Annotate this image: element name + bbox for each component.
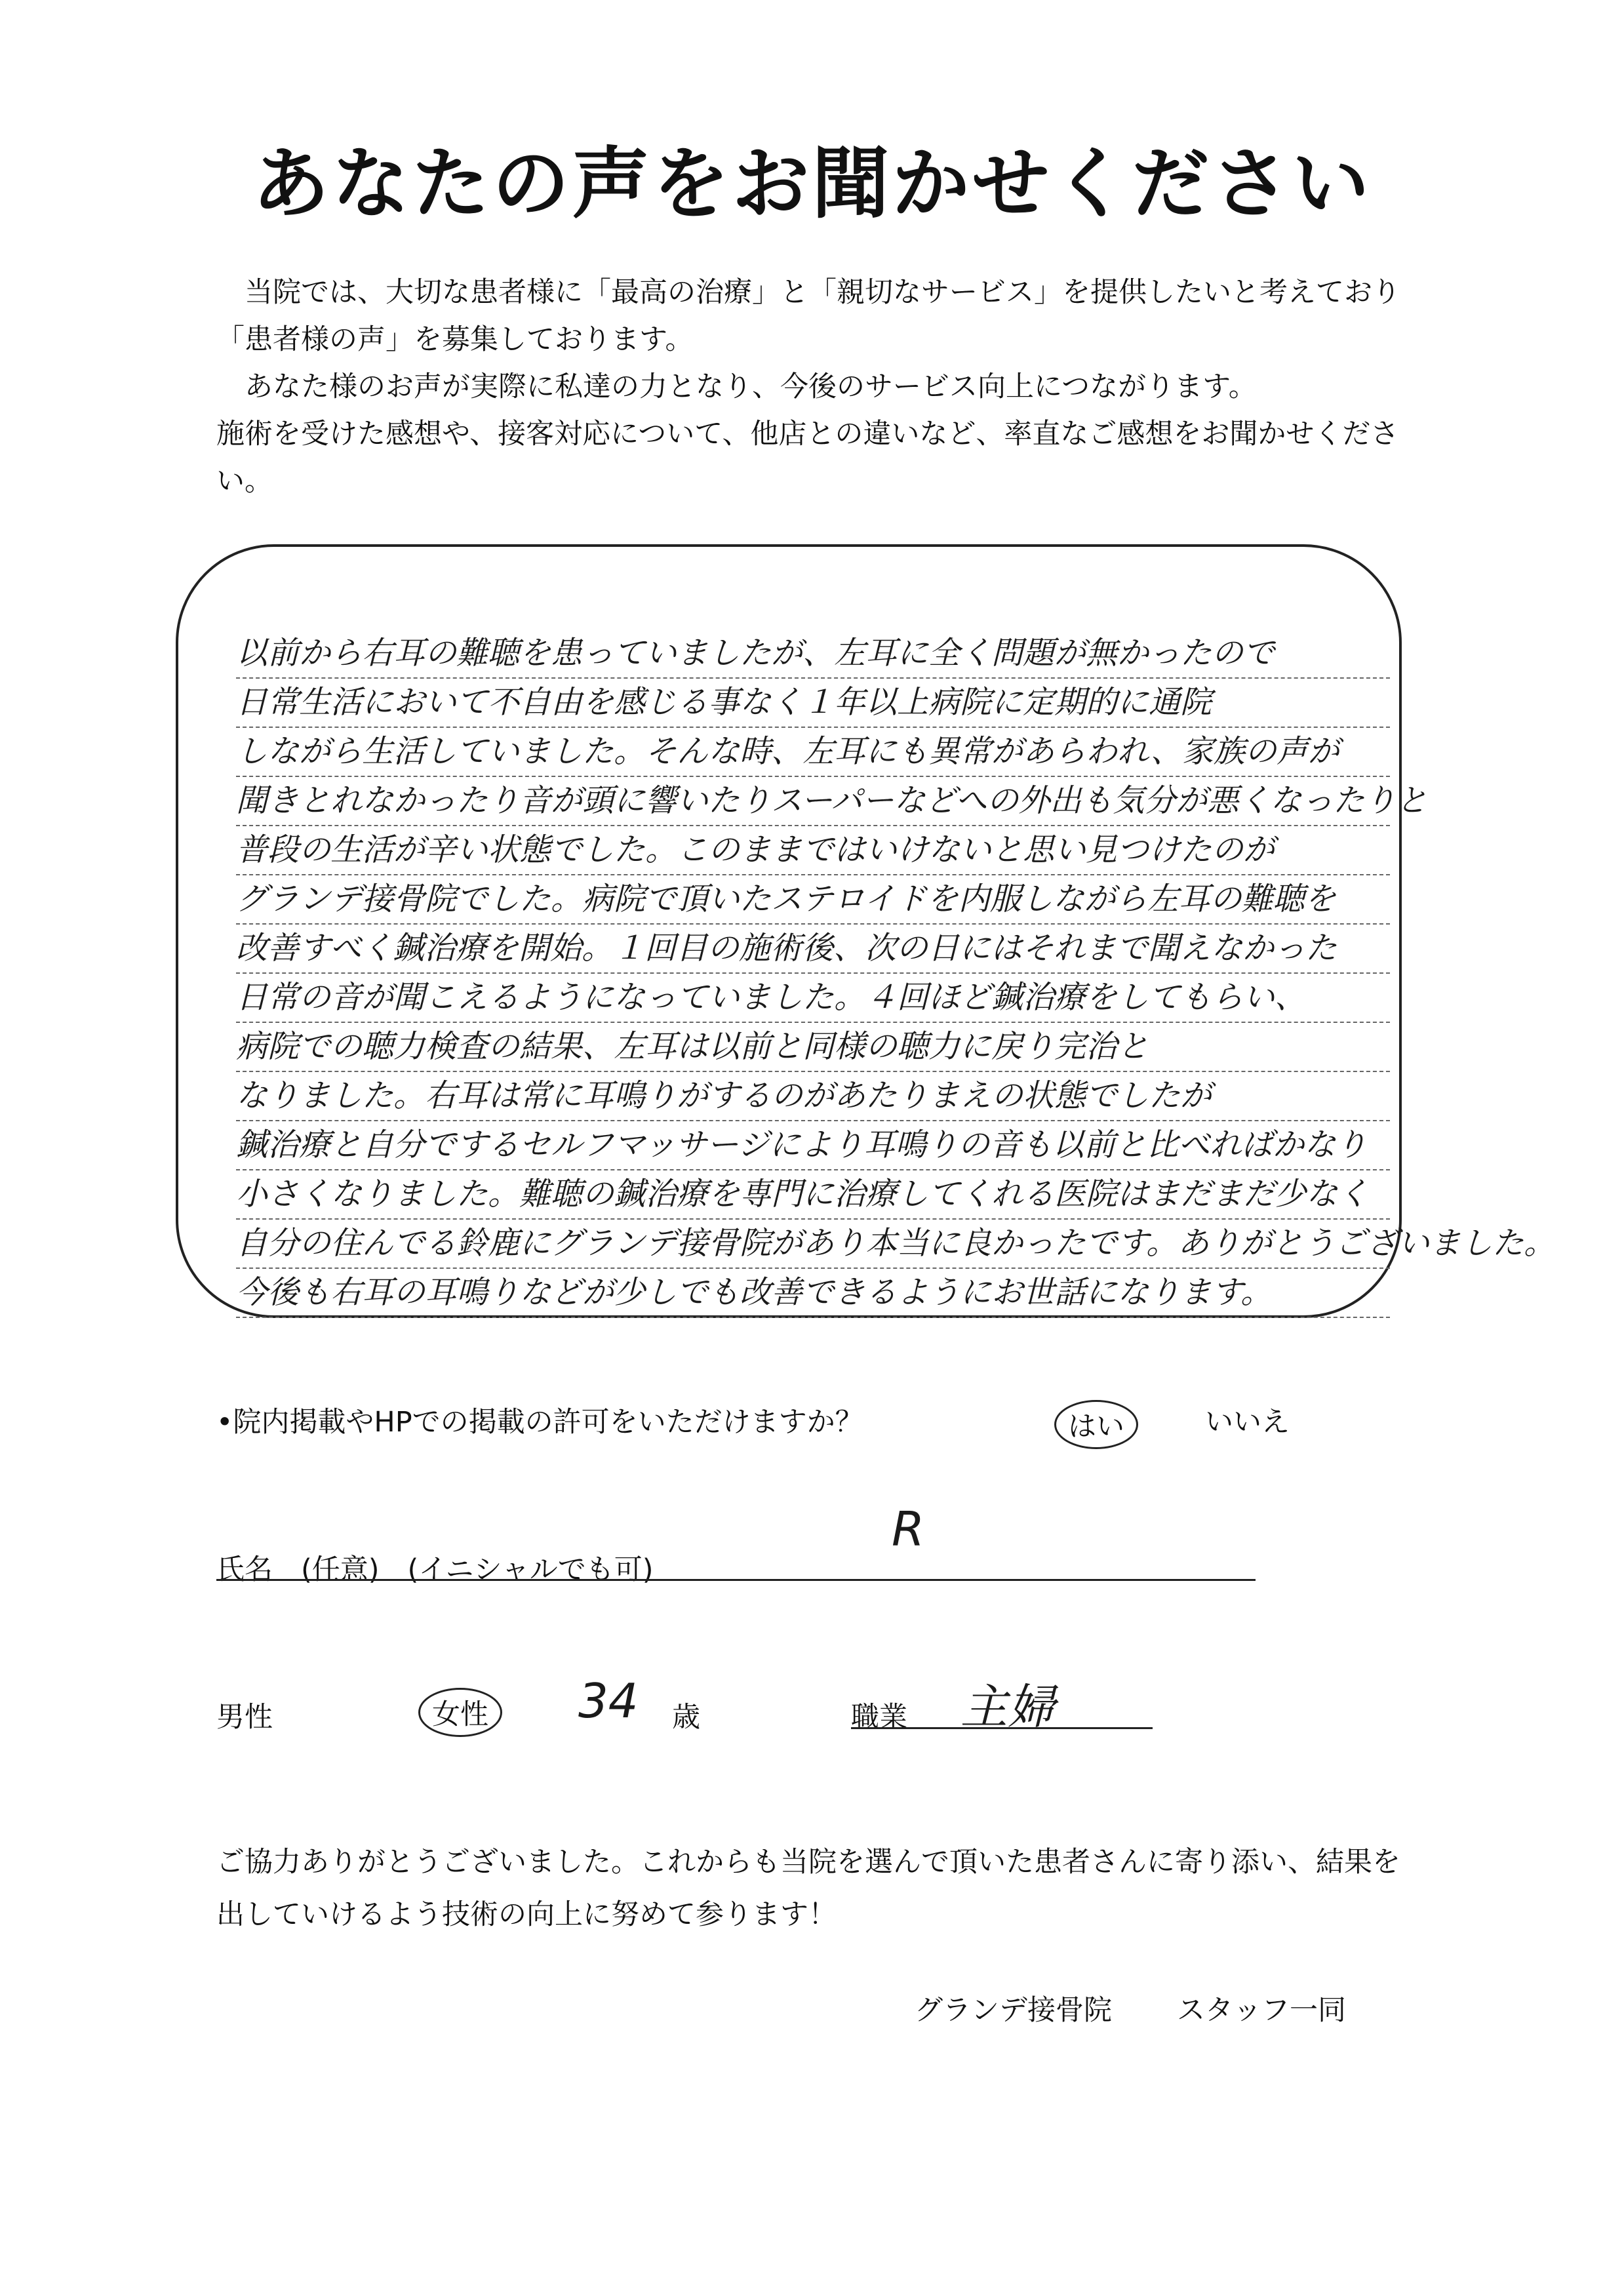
testimonial-line: 今後も右耳の耳鳴りなどが少しでも改善できるようにお世話になります。 (236, 1269, 1390, 1318)
name-value[interactable]: R (892, 1502, 925, 1557)
clinic-name: グランデ接骨院 (915, 1994, 1112, 2027)
name-underline (216, 1579, 1256, 1581)
staff-signature: スタッフ一同 (1177, 1994, 1346, 2027)
testimonial-line: 以前から右耳の難聴を患っていましたが、左耳に全く問題が無かったので (236, 629, 1390, 679)
page-title: あなたの声をお聞かせください (252, 138, 1372, 229)
testimonial-line: 鍼治療と自分でするセルフマッサージにより耳鳴りの音も以前と比べればかなり (236, 1121, 1390, 1170)
testimonial-line: 聞きとれなかったり音が頭に響いたりスーパーなどへの外出も気分が悪くなったりと (236, 777, 1390, 826)
closing-message: ご協力ありがとうございました。これからも当院を選んで頂いた患者さんに寄り添い、結果を出していけるよう技術の向上に努めて参ります！ (216, 1846, 1400, 1931)
testimonial-line: グランデ接骨院でした。病院で頂いたステロイドを内服しながら左耳の難聴を (236, 875, 1390, 925)
testimonial-line: 日常の音が聞こえるようになっていました。４回ほど鍼治療をしてもらい、 (236, 974, 1390, 1023)
testimonial-line: 普段の生活が辛い状態でした。このままではいけないと思い見つけたのが (236, 826, 1390, 875)
name-label: 氏名 (任意) (イニシャルでも可) (216, 1553, 654, 1586)
intro-text (216, 269, 1410, 505)
gender-female-label: 女性 (418, 1688, 502, 1737)
intro-paragraph-2: あなた様のお声が実際に私達の力となり、今後のサービス向上につながります。 (245, 370, 1257, 403)
testimonial-line: 自分の住んでる鈴鹿にグランデ接骨院があり本当に良かったです。ありがとうございました。 (236, 1220, 1390, 1269)
intro-paragraph-3: 施術を受けた感想や、接客対応について、他店との違いなど、率直なご感想をお聞かせください。 (216, 418, 1399, 498)
occupation-value[interactable]: 主婦 (961, 1679, 1056, 1734)
testimonial-line: 日常生活において不自由を感じる事なく１年以上病院に定期的に通院 (236, 679, 1390, 728)
age-value[interactable]: 34 (578, 1673, 639, 1728)
permission-no-option[interactable]: いいえ (1205, 1406, 1290, 1439)
testimonial-line: 小さくなりました。難聴の鍼治療を専門に治療してくれる医院はまだまだ少なく (236, 1170, 1390, 1220)
testimonial-line: しながら生活していました。そんな時、左耳にも異常があらわれ、家族の声が (236, 728, 1390, 777)
permission-question: •院内掲載やHPでの掲載の許可をいただけますか？ (216, 1406, 863, 1439)
gender-female-option[interactable] (418, 1688, 502, 1737)
testimonial-line: 病院での聴力検査の結果、左耳は以前と同様の聴力に戻り完治と (236, 1023, 1390, 1072)
testimonial-text (236, 629, 1556, 1318)
gender-male-option[interactable]: 男性 (216, 1701, 273, 1734)
permission-yes-label: はい (1054, 1400, 1138, 1449)
testimonial-line: なりました。右耳は常に耳鳴りがするのがあたりまえの状態でしたが (236, 1072, 1390, 1121)
permission-yes-option[interactable] (1054, 1400, 1138, 1449)
intro-paragraph-1: 当院では、大切な患者様に「最高の治療」と「親切なサービス」を提供したいと考えており「患者様の声」を募集しております。 (216, 276, 1400, 356)
age-unit: 歳 (672, 1701, 700, 1734)
occupation-label: 職業 (851, 1701, 907, 1734)
testimonial-line: 改善すべく鍼治療を開始。１回目の施術後、次の日にはそれまで聞えなかった (236, 925, 1390, 974)
